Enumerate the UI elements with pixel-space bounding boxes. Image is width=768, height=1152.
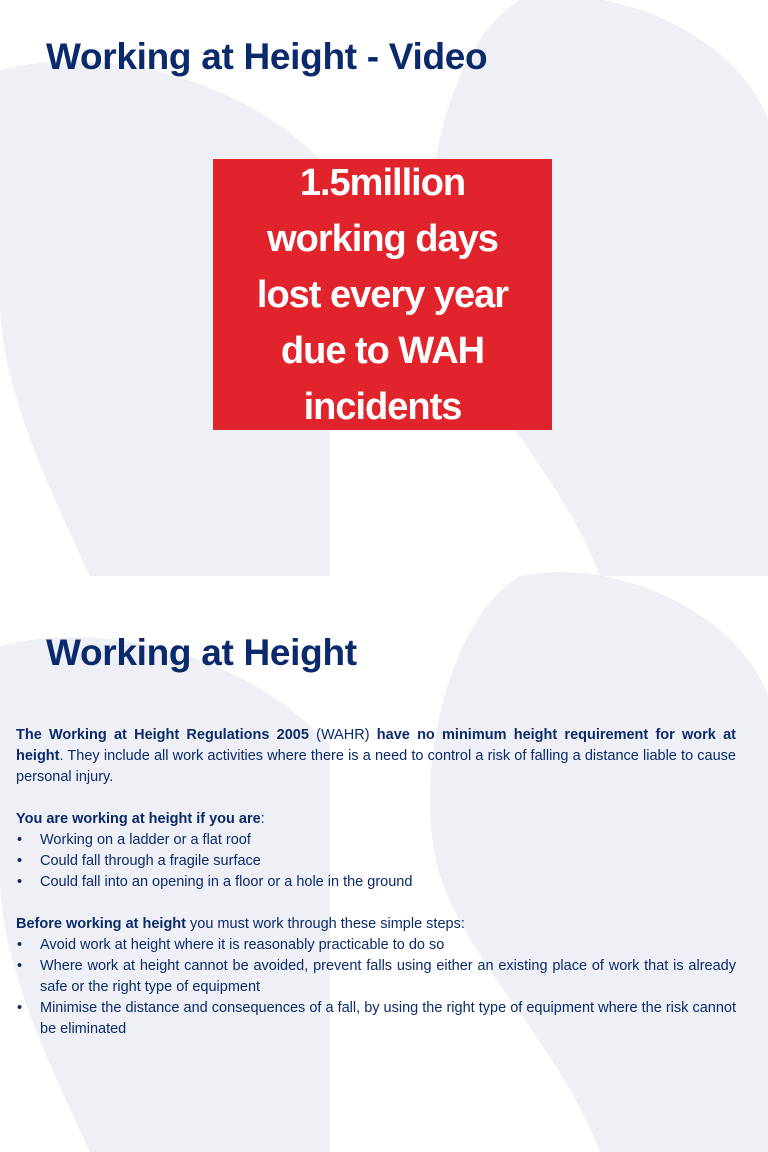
list-item	[16, 956, 736, 998]
list-item	[16, 998, 736, 1040]
bullet-icon: •	[17, 937, 23, 953]
list-item-text: Working on a ladder or a flat roof	[40, 832, 251, 848]
list-item	[16, 830, 736, 851]
bullet-icon: •	[17, 1000, 23, 1016]
bullet-icon: •	[17, 874, 23, 890]
list-item-text: Could fall into an opening in a floor or a hole in the ground	[40, 874, 413, 890]
intro-text: . They include all work activities where there is a need to control a risk of falling a distance liable to cause personal injury.	[16, 748, 736, 785]
intro-paragraph	[16, 725, 736, 788]
bullet-icon: •	[17, 853, 23, 869]
section-heading-bold: Before working at height	[16, 916, 186, 932]
bullet-icon: •	[17, 958, 23, 974]
list-item-text: Could fall through a fragile surface	[40, 853, 261, 869]
list-item-text: Avoid work at height where it is reasonably practicable to do so	[40, 937, 445, 953]
section-heading-colon: :	[260, 811, 265, 827]
list-item	[16, 872, 736, 893]
section-heading-text: you must work through these simple steps:	[186, 916, 465, 932]
intro-text: (WAHR)	[308, 727, 377, 743]
banner-line: lost every year	[256, 273, 509, 316]
list-item	[16, 935, 736, 956]
banner-line: 1.5million	[299, 161, 466, 204]
slide-title: Working at Height - Video	[46, 36, 488, 77]
list-item	[16, 851, 736, 872]
slide-title: Working at Height	[46, 632, 357, 673]
banner-line: working days	[267, 217, 498, 260]
intro-bold: have no minimum height requirement for work at height	[16, 727, 736, 764]
statistic-banner	[213, 159, 552, 430]
slide-body	[16, 725, 736, 1040]
slide-working-at-height	[0, 576, 768, 1037]
banner-line: incidents	[303, 385, 462, 428]
intro-bold: The Working at Height Regulations 2005	[16, 727, 309, 743]
banner-line: due to WAH	[280, 329, 485, 372]
bullet-icon: •	[17, 832, 23, 848]
section-heading-bold: You are working at height if you are	[16, 811, 261, 827]
steps-list	[16, 935, 736, 1040]
list-item-text: Where work at height cannot be avoided, prevent falls using either an existing place of work that is already safe or the right type of equipment	[40, 958, 736, 995]
section-heading	[16, 914, 736, 935]
working-at-height-list	[16, 830, 736, 893]
list-item-text: Minimise the distance and consequences of a fall, by using the right type of equipment where the risk cannot be eliminated	[40, 1000, 736, 1037]
section-heading	[16, 809, 736, 830]
